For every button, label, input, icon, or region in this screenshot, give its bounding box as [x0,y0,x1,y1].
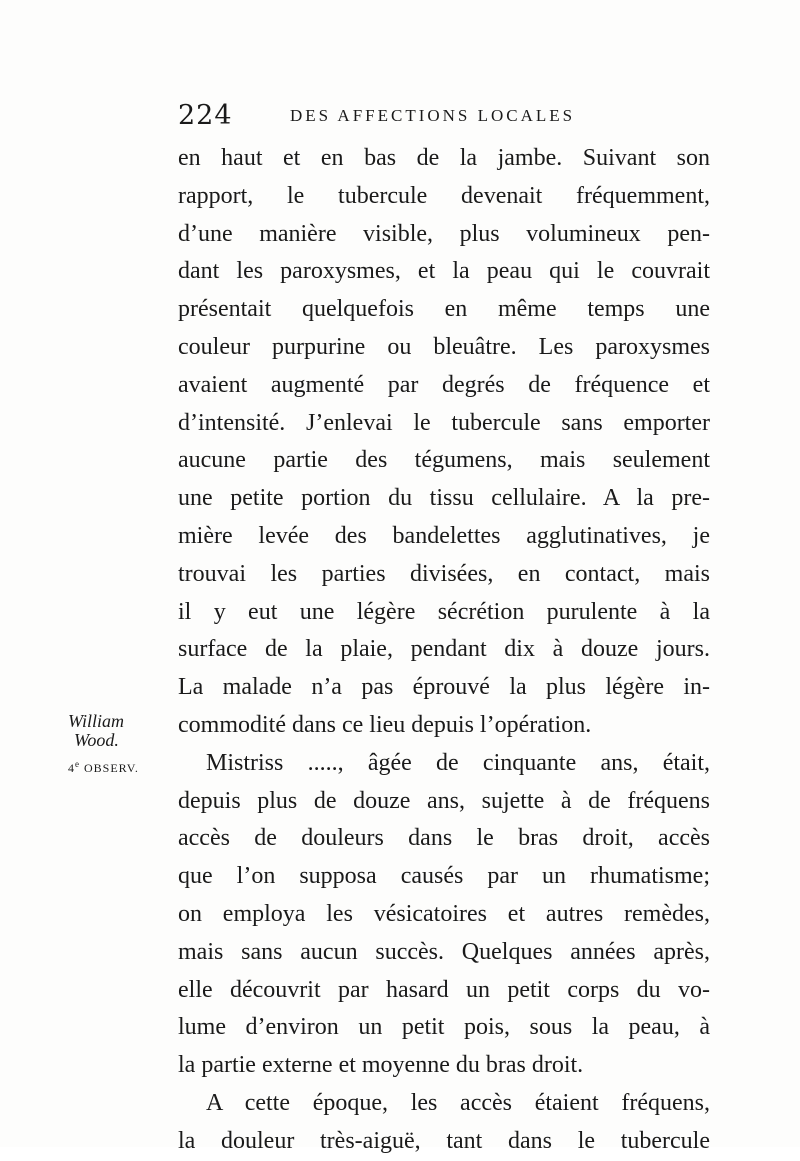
text-line: une petite portion du tissu cellulaire. A la pre- [178,485,710,512]
text-line: couleur purpurine ou bleuâtre. Les paroxysmes [178,333,710,360]
observation-suffix: e [75,759,80,769]
text-line: mière levée des bandelettes agglutinatives, je [178,522,710,549]
observation-label [68,759,180,776]
text-line: accès de douleurs dans le bras droit, accès [178,825,710,852]
text-line: il y eut une légère sécrétion purulente à la [178,598,710,625]
margin-author-last-name: Wood. [74,730,119,750]
text-line: La malade n’a pas éprouvé la plus légère in- [178,674,710,701]
observation-number: 4 [68,761,75,775]
running-head: DES AFFECTIONS LOCALES [290,106,576,125]
text-line: en haut et en bas de la jambe. Suivant son [178,145,710,171]
text-line: trouvai les parties divisées, en contact, mais [178,560,710,587]
text-line: d’intensité. J’enlevai le tubercule sans emporter [178,409,710,436]
text-line: elle découvrit par hasard un petit corps du vo- [178,976,710,1003]
page-header [178,100,738,130]
text-line: surface de la plaie, pendant dix à douze jours. [178,636,710,663]
text-line: avaient augmenté par degrés de fréquence et [178,371,710,398]
text-line: lume d’environ un petit pois, sous la peau, à [178,1014,710,1041]
text-line: on employa les vésicatoires et autres remèdes, [178,900,710,927]
margin-author-first-name: William [68,711,125,731]
margin-note [68,712,180,776]
text-line: aucune partie des tégumens, mais seulement [178,447,710,474]
text-line: d’une manière visible, plus volumineux pen- [178,220,710,247]
text-line: la douleur très-aiguë, tant dans le tubercule [178,1127,710,1154]
text-line-paragraph-start: Mistriss ....., âgée de cinquante ans, était, [206,749,710,776]
text-line: la partie externe et moyenne du bras droit. [178,1052,584,1079]
observation-text: OBSERV. [80,761,139,775]
text-line: depuis plus de douze ans, sujette à de fréquens [178,787,710,814]
text-line: présentait quelquefois en même temps une [178,296,710,323]
text-line: dant les paroxysmes, et la peau qui le couvrait [178,258,710,285]
text-line-paragraph-start: A cette époque, les accès étaient fréquens, [206,1089,710,1116]
page-number: 224 [178,100,233,131]
text-line: mais sans aucun succès. Quelques années après, [178,938,710,965]
text-line: que l’on supposa causés par un rhumatisme; [178,863,710,890]
text-line: commodité dans ce lieu depuis l’opération. [178,711,592,738]
text-line: rapport, le tubercule devenait fréquemment, [178,182,710,209]
body-text [178,140,710,1161]
